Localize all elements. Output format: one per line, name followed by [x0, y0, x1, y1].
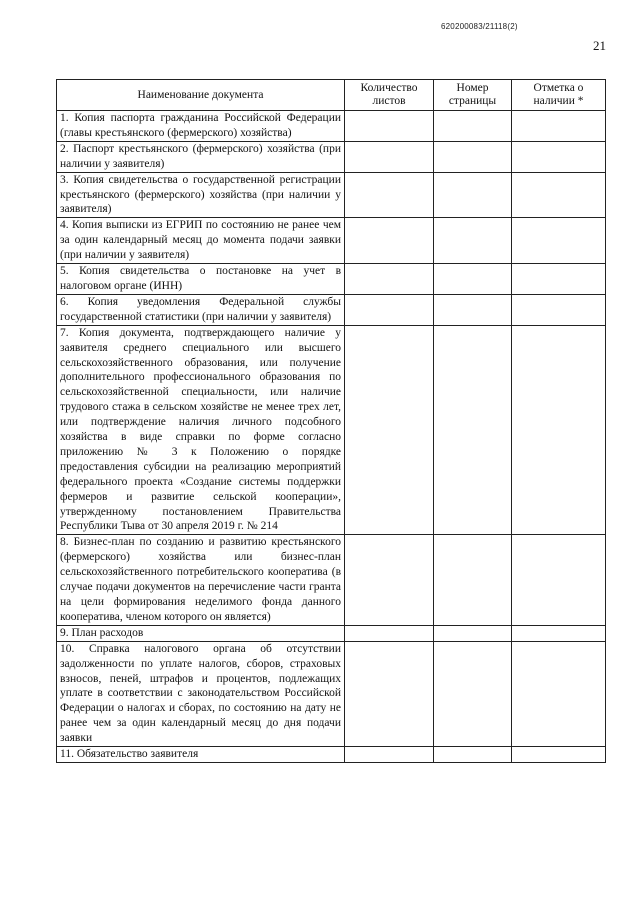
availability-mark-cell — [512, 218, 606, 264]
column-header-page-number: Номер страницы — [434, 80, 512, 111]
document-name-cell: 10. Справка налогового органа об отсутствии задолженности по уплате налогов, сборов, страховых взносов, пеней, штрафов и процентов, подлежащих уплате в соответствии с законодательством Российской Федерации о налогах и сборах, по состоянию на дату не ранее чем за один календарный месяц до дня подачи заявки — [57, 641, 345, 746]
page-number-cell — [434, 325, 512, 535]
sheet-count-cell — [345, 625, 434, 641]
table-row — [57, 264, 606, 295]
page-number-cell — [434, 111, 512, 142]
sheet-count-cell — [345, 172, 434, 218]
table-row — [57, 325, 606, 535]
column-header-sheet-count: Количество листов — [345, 80, 434, 111]
availability-mark-cell — [512, 625, 606, 641]
column-header-availability-mark: Отметка о наличии * — [512, 80, 606, 111]
page-number-cell — [434, 625, 512, 641]
document-name-cell: 5. Копия свидетельства о постановке на учет в налоговом органе (ИНН) — [57, 264, 345, 295]
sheet-count-cell — [345, 264, 434, 295]
availability-mark-cell — [512, 535, 606, 625]
document-id: 620200083/21118(2) — [441, 22, 518, 31]
availability-mark-cell — [512, 294, 606, 325]
column-header-document-name: Наименование документа — [57, 80, 345, 111]
page-number-cell — [434, 172, 512, 218]
document-name-cell: 3. Копия свидетельства о государственной регистрации крестьянского (фермерского) хозяйства (при наличии у заявителя) — [57, 172, 345, 218]
document-name-cell: 8. Бизнес-план по созданию и развитию крестьянского (фермерского) хозяйства или бизнес-план сельскохозяйственного потребительского кооператива (в случае подачи документов на перечисление части гранта на цели формирования неделимого фонда данного кооператива, членом которого он является) — [57, 535, 345, 625]
sheet-count-cell — [345, 747, 434, 763]
page-number: 21 — [593, 38, 606, 53]
sheet-count-cell — [345, 294, 434, 325]
table-row — [57, 172, 606, 218]
page-number-cell — [434, 747, 512, 763]
table-row — [57, 141, 606, 172]
table-row — [57, 111, 606, 142]
document-name-cell: 4. Копия выписки из ЕГРИП по состоянию не ранее чем за один календарный месяц до момента подачи заявки (при наличии у заявителя) — [57, 218, 345, 264]
sheet-count-cell — [345, 141, 434, 172]
table-row — [57, 535, 606, 625]
document-name-cell: 9. План расходов — [57, 625, 345, 641]
availability-mark-cell — [512, 111, 606, 142]
page-number-cell — [434, 294, 512, 325]
sheet-count-cell — [345, 641, 434, 746]
page-number-cell — [434, 535, 512, 625]
sheet-count-cell — [345, 535, 434, 625]
document-name-cell: 7. Копия документа, подтверждающего наличие у заявителя среднего специального или высшего сельскохозяйственного образования, или получение дополнительного профессионального образования по сельскохозяйственной специальности, или наличие трудового стажа в сельском хозяйстве не менее трех лет, или подтверждение наличия личного подсобного хозяйства в виде справки по форме согласно приложению № 3 к Положению о порядке предоставления субсидии на реализацию мероприятий федерального проекта «Создание системы поддержки фермеров и развитие сельской кооперации», утвержденному постановлением Правительства Республики Тыва от 30 апреля 2019 г. № 214 — [57, 325, 345, 535]
table-row — [57, 747, 606, 763]
sheet-count-cell — [345, 218, 434, 264]
page-number-cell — [434, 141, 512, 172]
availability-mark-cell — [512, 264, 606, 295]
table-row — [57, 641, 606, 746]
page-number-cell — [434, 218, 512, 264]
document-name-cell: 11. Обязательство заявителя — [57, 747, 345, 763]
availability-mark-cell — [512, 747, 606, 763]
table-row — [57, 218, 606, 264]
availability-mark-cell — [512, 641, 606, 746]
table-row — [57, 294, 606, 325]
sheet-count-cell — [345, 111, 434, 142]
documents-table — [56, 79, 606, 763]
sheet-count-cell — [345, 325, 434, 535]
page-number-cell — [434, 641, 512, 746]
availability-mark-cell — [512, 325, 606, 535]
table-header-row — [57, 80, 606, 111]
document-name-cell: 1. Копия паспорта гражданина Российской Федерации (главы крестьянского (фермерского) хозяйства) — [57, 111, 345, 142]
availability-mark-cell — [512, 172, 606, 218]
availability-mark-cell — [512, 141, 606, 172]
page-number-cell — [434, 264, 512, 295]
document-name-cell: 2. Паспорт крестьянского (фермерского) хозяйства (при наличии у заявителя) — [57, 141, 345, 172]
table-row — [57, 625, 606, 641]
document-name-cell: 6. Копия уведомления Федеральной службы государственной статистики (при наличии у заявителя) — [57, 294, 345, 325]
